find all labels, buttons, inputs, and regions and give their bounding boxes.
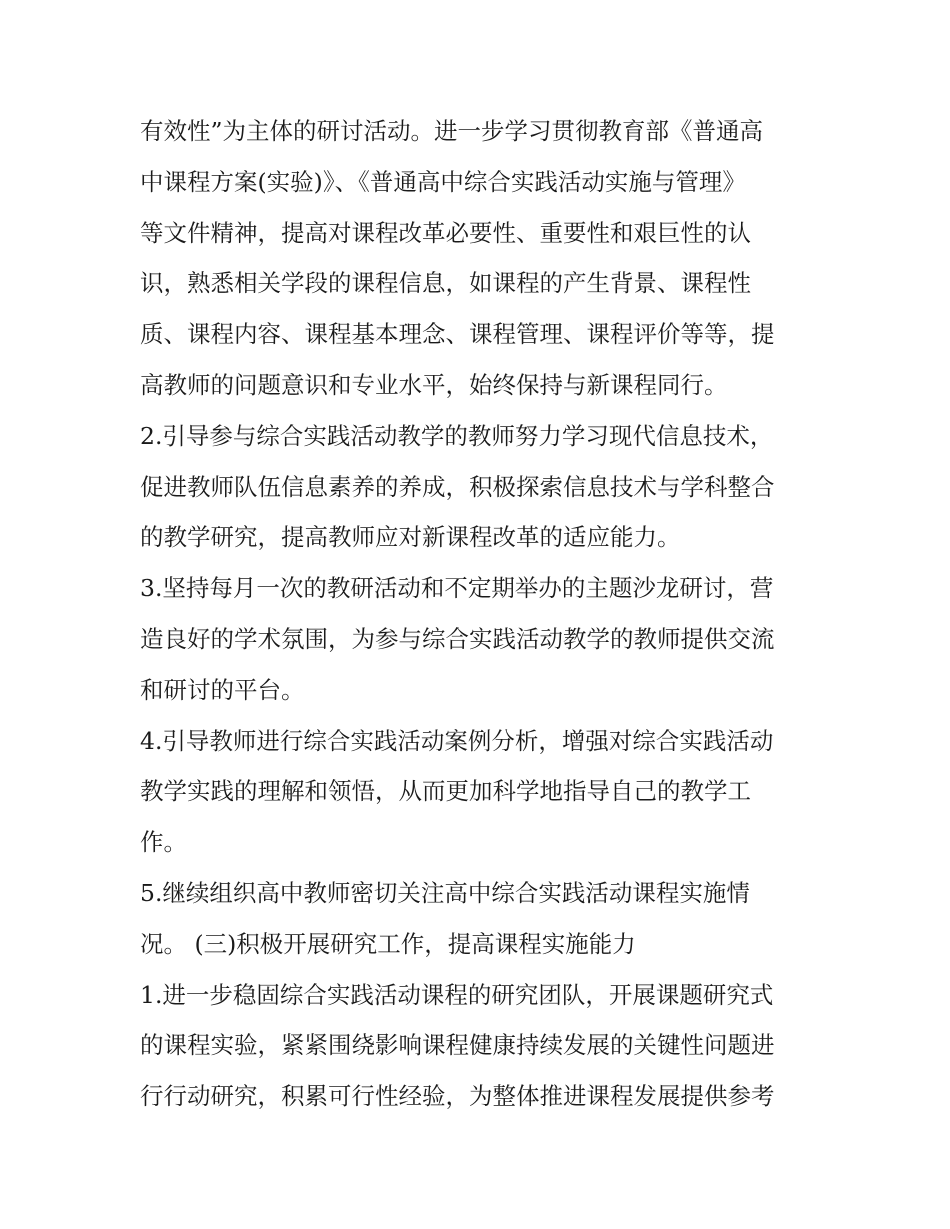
paragraph-line: 质、课程内容、课程基本理念、课程管理、课程评价等等，提 (140, 320, 775, 349)
list-item-line: 和研讨的平台。 (140, 675, 305, 704)
list-item-line: 2.引导参与综合实践活动教学的教师努力学习现代信息技术， (140, 421, 774, 450)
list-item-line: 造良好的学术氛围，为参与综合实践活动教学的教师提供交流 (140, 624, 775, 653)
document-body (140, 106, 830, 1122)
list-item-line: 作。 (140, 828, 187, 857)
list-item-line: 促进教师队伍信息素养的养成，积极探索信息技术与学科整合 (140, 472, 775, 501)
paragraph-line: 有效性”为主体的研讨活动。进一步学习贯彻教育部《普通高 (140, 117, 764, 145)
paragraph-line: 识，熟悉相关学段的课程信息，如课程的产生背景、课程性 (140, 269, 751, 298)
list-item-line: 教学实践的理解和领悟，从而更加科学地指导自己的教学工 (140, 777, 751, 806)
list-item-line: 3.坚持每月一次的教研活动和不定期举办的主题沙龙研讨，营 (140, 574, 774, 603)
section-heading-line: 况。 (三)积极开展研究工作，提高课程实施能力 (140, 929, 636, 958)
list-item-line: 1.进一步稳固综合实践活动课程的研究团队，开展课题研究式 (140, 980, 774, 1009)
list-item-line: 行行动研究，积累可行性经验，为整体推进课程发展提供参考 (140, 1082, 775, 1111)
list-item-line: 5.继续组织高中教师密切关注高中综合实践活动课程实施情 (140, 878, 750, 907)
list-item-line: 4.引导教师进行综合实践活动案例分析，增强对综合实践活动 (140, 726, 774, 755)
paragraph-line: 等文件精神，提高对课程改革必要性、重要性和艰巨性的认 (140, 218, 751, 247)
list-item-line: 的课程实验，紧紧围绕影响课程健康持续发展的关键性问题进 (140, 1031, 775, 1060)
paragraph-line: 中课程方案(实验)》、《普通高中综合实践活动实施与管理》 (140, 167, 746, 196)
list-item-line: 的教学研究，提高教师应对新课程改革的适应能力。 (140, 523, 681, 552)
paragraph-line: 高教师的问题意识和专业水平，始终保持与新课程同行。 (140, 370, 728, 399)
